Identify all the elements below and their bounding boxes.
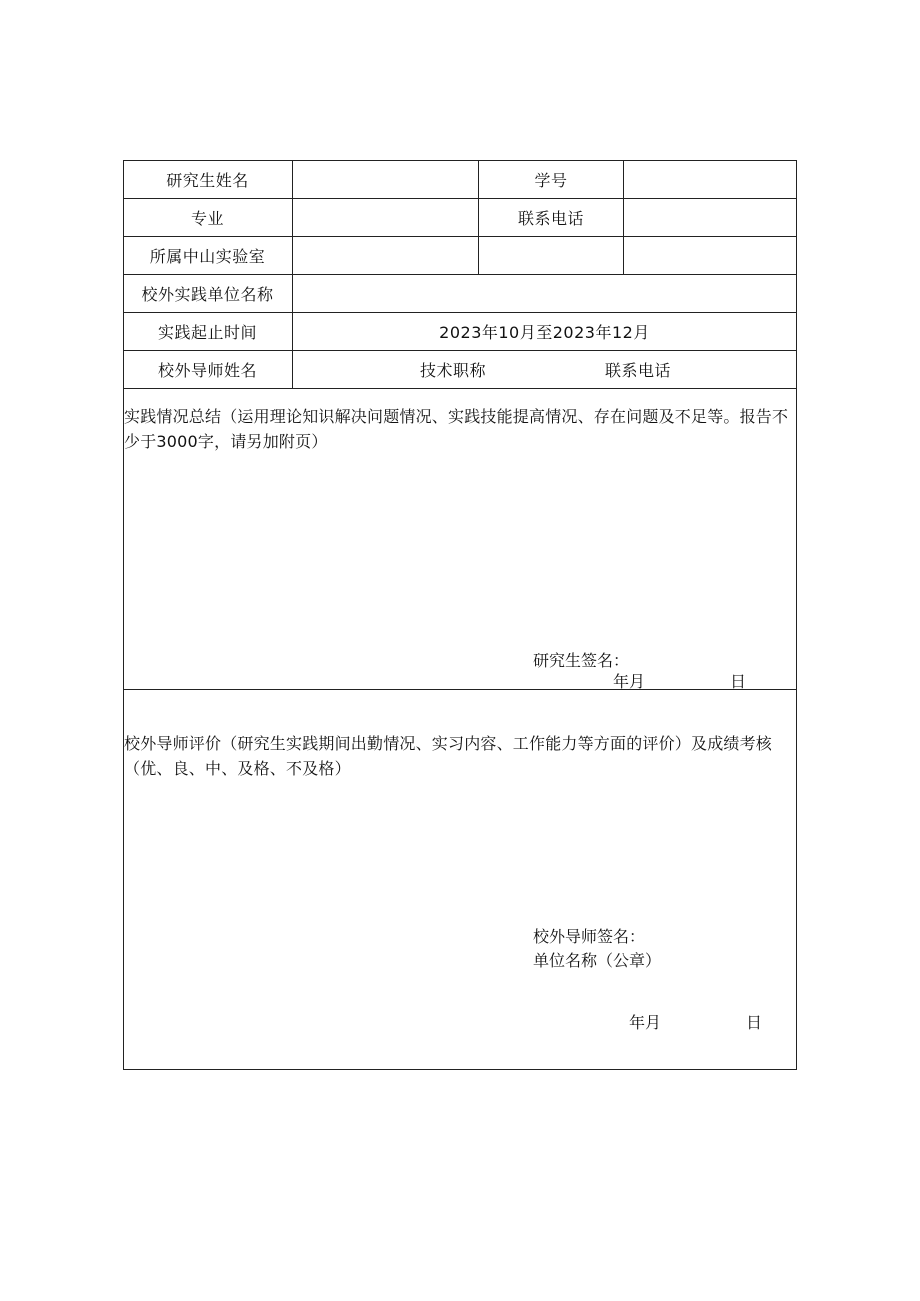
- practice-assessment-form: [123, 160, 797, 1070]
- student-id-label: 学号: [534, 170, 568, 190]
- student-name-field[interactable]: [293, 161, 478, 198]
- mentor-name-label: 校外导师姓名: [157, 360, 257, 380]
- major-label: 专业: [190, 208, 224, 228]
- lab-extra-field[interactable]: [479, 237, 623, 274]
- tech-title-label: 技术职称: [419, 360, 486, 380]
- table-rule: [123, 388, 797, 389]
- period-value: 2023年10月至2023年12月: [439, 322, 650, 342]
- evaluation-date-year-month: 年月: [629, 1013, 662, 1032]
- lab-field[interactable]: [293, 237, 478, 274]
- student-phone-label: 联系电话: [517, 208, 584, 228]
- major-field[interactable]: [293, 199, 478, 236]
- table-rule: [123, 1069, 797, 1070]
- student-id-field[interactable]: [624, 161, 796, 198]
- unit-name-field[interactable]: [293, 275, 796, 312]
- period-label: 实践起止时间: [157, 322, 257, 342]
- lab-label: 所属中山实验室: [149, 246, 266, 266]
- mentor-phone-label: 联系电话: [604, 360, 671, 380]
- evaluation-date-day: 日: [746, 1013, 763, 1032]
- mentor-signature-label: 校外导师签名：: [533, 927, 646, 946]
- evaluation-prompt: 校外导师评价（研究生实践期间出勤情况、实习内容、工作能力等方面的评价）及成绩考核（优、良、中、及格、不及格）: [124, 734, 773, 778]
- student-name-label: 研究生姓名: [166, 170, 249, 190]
- summary-date-day: 日: [730, 672, 747, 691]
- summary-date-year-month: 年月: [613, 672, 646, 691]
- summary-prompt: 实践情况总结（运用理论知识解决问题情况、实践技能提高情况、存在问题及不足等。报告不少于3000字，请另加附页）: [124, 407, 789, 451]
- lab-extra-field-2[interactable]: [624, 237, 796, 274]
- table-rule: [123, 689, 797, 690]
- student-signature-label: 研究生签名：: [533, 651, 630, 670]
- unit-name-label: 校外实践单位名称: [141, 284, 274, 304]
- unit-seal-label: 单位名称（公章）: [533, 951, 662, 970]
- table-rule: [796, 160, 797, 1070]
- student-phone-field[interactable]: [624, 199, 796, 236]
